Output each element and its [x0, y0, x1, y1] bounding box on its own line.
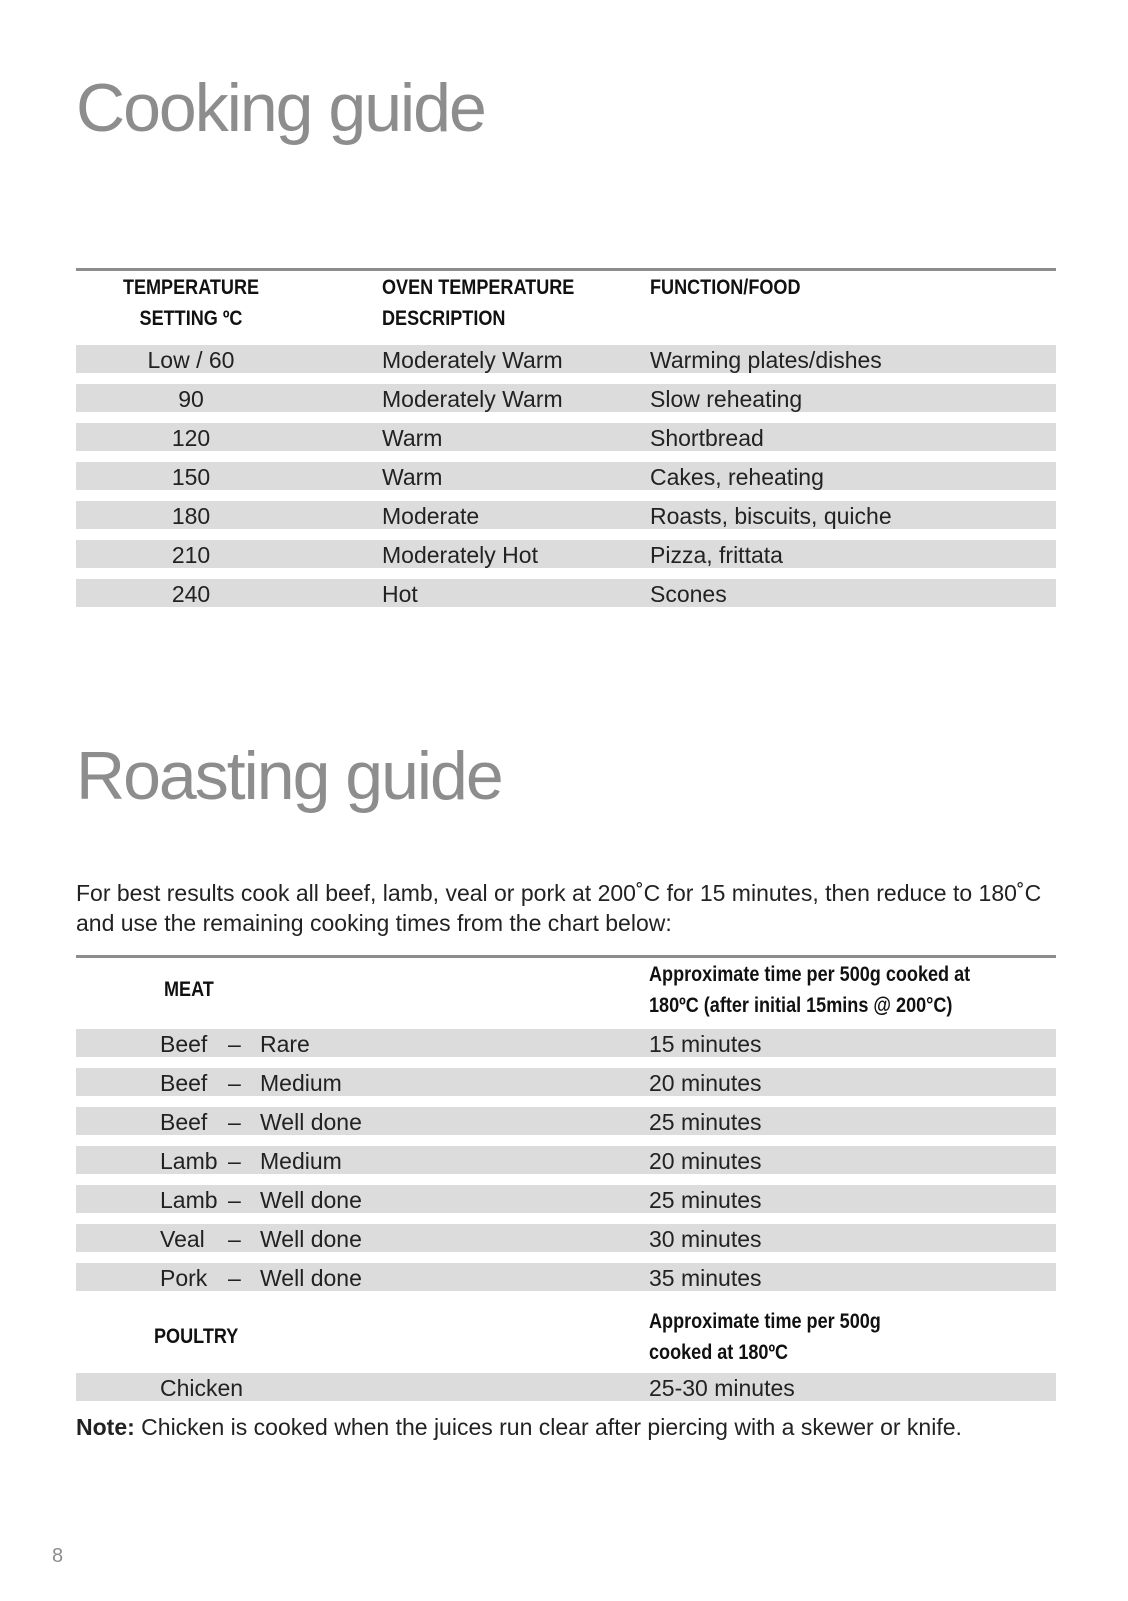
food-cell: Pizza, frittata: [650, 542, 783, 568]
table-row: [76, 1224, 1056, 1252]
cooking-table-top-rule: [76, 268, 1056, 271]
table-row: [76, 579, 1056, 607]
poultry-time-header: [649, 1306, 881, 1368]
dash-separator: –: [228, 1265, 241, 1291]
food-cell: Slow reheating: [650, 386, 803, 412]
table-row: [76, 1107, 1056, 1135]
page-number: 8: [52, 1545, 64, 1567]
time-cell: 25 minutes: [649, 1187, 762, 1213]
description-header-line1: OVEN TEMPERATURE: [382, 276, 575, 299]
description-header-line2: DESCRIPTION: [382, 307, 506, 330]
poultry-time-header-line1: Approximate time per 500g: [649, 1310, 881, 1333]
time-cell: 20 minutes: [649, 1070, 762, 1096]
table-row: [76, 345, 1056, 373]
temperature-cell: Low / 60: [147, 347, 235, 373]
description-cell: Warm: [382, 464, 443, 490]
time-cell: 25 minutes: [649, 1109, 762, 1135]
table-row: [76, 1263, 1056, 1291]
dash-separator: –: [228, 1109, 241, 1135]
time-cell: 25-30 minutes: [649, 1375, 795, 1401]
temperature-header-line2: SETTING ºC: [139, 307, 243, 330]
dash-separator: –: [228, 1031, 241, 1057]
food-cell: Scones: [650, 581, 727, 607]
table-row: [76, 1029, 1056, 1057]
meat-cell: Beef: [160, 1109, 208, 1135]
description-cell: Moderately Warm: [382, 347, 563, 373]
food-cell: Shortbread: [650, 425, 764, 451]
food-cell: Roasts, biscuits, quiche: [650, 503, 892, 529]
dash-separator: –: [228, 1070, 241, 1096]
description-cell: Moderate: [382, 503, 480, 529]
temperature-header-line1: TEMPERATURE: [122, 276, 260, 299]
temperature-cell: 210: [171, 542, 211, 568]
note-text: [76, 1414, 962, 1441]
time-cell: 20 minutes: [649, 1148, 762, 1174]
table-row: [76, 1146, 1056, 1174]
temperature-cell: 150: [171, 464, 211, 490]
meat-cell: Pork: [160, 1265, 208, 1291]
dash-separator: –: [228, 1148, 241, 1174]
meat-cell: Lamb: [160, 1148, 218, 1174]
poultry-cell: Chicken: [160, 1375, 244, 1401]
poultry-header: POULTRY: [154, 1325, 239, 1348]
meat-cell: Veal: [160, 1226, 205, 1252]
dash-separator: –: [228, 1226, 241, 1252]
description-header: [382, 272, 574, 334]
poultry-time-header-line2: cooked at 180ºC: [649, 1341, 789, 1364]
food-header: FUNCTION/FOOD: [650, 276, 801, 299]
meat-time-header-line1: Approximate time per 500g cooked at: [649, 963, 971, 986]
food-cell: Warming plates/dishes: [650, 347, 882, 373]
roasting-intro-text: For best results cook all beef, lamb, veal or pork at 200˚C for 15 minutes, then reduce to 180˚C and use the remaining cooking times from the chart below:: [76, 880, 1042, 936]
description-cell: Moderately Hot: [382, 542, 538, 568]
temperature-cell: 180: [171, 503, 211, 529]
note-label: Note:: [76, 1414, 135, 1440]
table-row: [76, 501, 1056, 529]
temperature-cell: 120: [171, 425, 211, 451]
description-cell: Moderately Warm: [382, 386, 563, 412]
doneness-cell: Well done: [260, 1109, 362, 1135]
table-row: [76, 384, 1056, 412]
doneness-cell: Medium: [260, 1070, 342, 1096]
doneness-cell: Well done: [260, 1265, 362, 1291]
table-row: [76, 1373, 1056, 1401]
time-cell: 15 minutes: [649, 1031, 762, 1057]
meat-time-header: [649, 959, 970, 1021]
time-cell: 35 minutes: [649, 1265, 762, 1291]
table-row: [76, 540, 1056, 568]
meat-header: MEAT: [164, 978, 214, 1001]
temperature-cell: 90: [178, 386, 204, 412]
table-row: [76, 423, 1056, 451]
temperature-header: [92, 272, 290, 334]
dash-separator: –: [228, 1187, 241, 1213]
description-cell: Hot: [382, 581, 418, 607]
meat-time-header-line2: 180ºC (after initial 15mins @ 200°C): [649, 994, 953, 1017]
note-body: Chicken is cooked when the juices run clear after piercing with a skewer or knife.: [134, 1414, 962, 1440]
table-row: [76, 1068, 1056, 1096]
cooking-guide-title: Cooking guide: [76, 70, 485, 146]
roasting-table-top-rule: [76, 955, 1056, 958]
table-row: [76, 1185, 1056, 1213]
doneness-cell: Well done: [260, 1226, 362, 1252]
temperature-cell: 240: [171, 581, 211, 607]
table-row: [76, 462, 1056, 490]
description-cell: Warm: [382, 425, 443, 451]
meat-cell: Lamb: [160, 1187, 218, 1213]
doneness-cell: Rare: [260, 1031, 310, 1057]
time-cell: 30 minutes: [649, 1226, 762, 1252]
meat-cell: Beef: [160, 1031, 208, 1057]
food-cell: Cakes, reheating: [650, 464, 824, 490]
meat-cell: Beef: [160, 1070, 208, 1096]
doneness-cell: Medium: [260, 1148, 342, 1174]
roasting-guide-title: Roasting guide: [76, 738, 502, 814]
doneness-cell: Well done: [260, 1187, 362, 1213]
